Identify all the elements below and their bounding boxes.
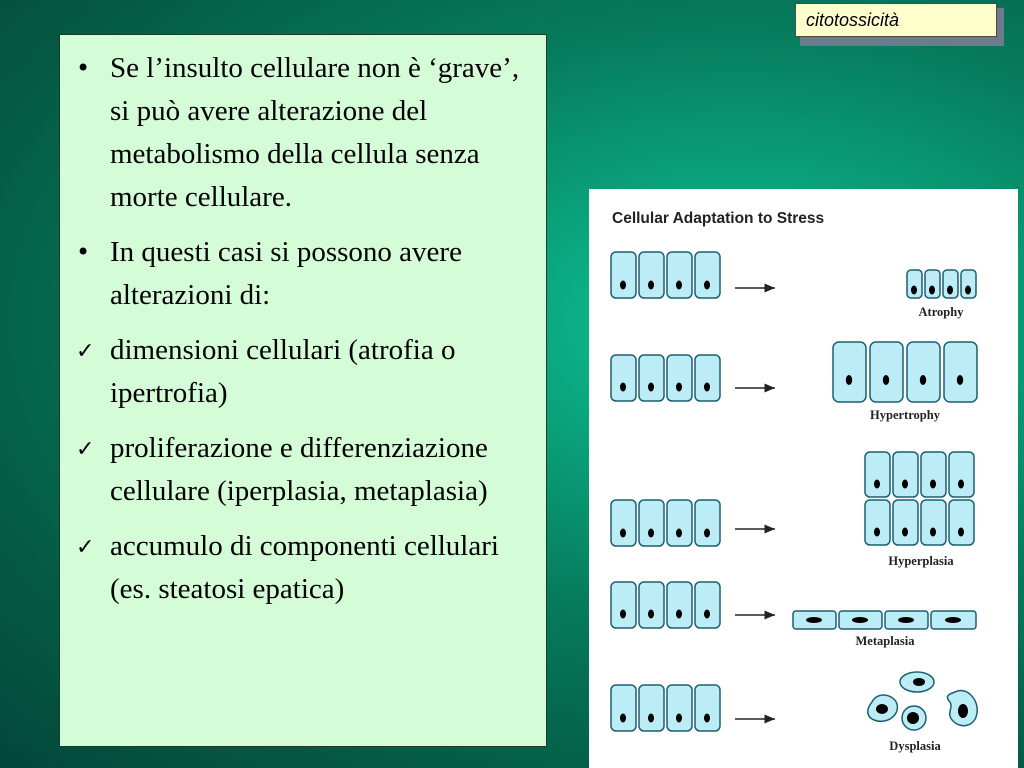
hypertrophic-cells — [833, 342, 977, 402]
check-icon: ✓ — [76, 339, 95, 364]
bullet-text: In questi casi si possono avere alterazioni di: — [110, 236, 462, 311]
normal-cells — [611, 500, 720, 546]
slide-tag: citotossicità — [795, 3, 997, 37]
label-hypertrophy: Hypertrophy — [870, 408, 940, 422]
atrophic-cells — [907, 270, 976, 298]
hyperplasia-row — [611, 452, 974, 568]
normal-cells — [611, 252, 720, 298]
adaptation-figure — [589, 189, 1018, 768]
bullet-text: dimensioni cellulari (atrofia o ipertrofia) — [110, 334, 456, 409]
bullet-item — [76, 231, 536, 317]
label-atrophy: Atrophy — [918, 305, 964, 319]
bullet-text: proliferazione e differenziazione cellulare (iperplasia, metaplasia) — [110, 432, 488, 507]
check-icon: ✓ — [76, 437, 95, 462]
check-item — [76, 525, 536, 611]
normal-cells — [611, 582, 720, 628]
text-panel — [59, 34, 547, 747]
label-dysplasia: Dysplasia — [889, 739, 941, 753]
dysplastic-cells — [868, 672, 977, 730]
hyperplastic-cells — [865, 452, 974, 545]
bullet-text: Se l’insulto cellulare non è ‘grave’, si può avere alterazione del metabolismo della cellula senza morte cellulare. — [110, 52, 520, 213]
dysplasia-row — [611, 672, 977, 753]
figure-title: Cellular Adaptation to Stress — [612, 210, 825, 227]
label-hyperplasia: Hyperplasia — [888, 554, 954, 568]
bullet-icon: • — [76, 54, 91, 82]
bullet-item — [76, 47, 536, 219]
adaptation-diagram — [589, 189, 1018, 768]
hypertrophy-row — [611, 342, 977, 422]
squamous-cells — [793, 611, 976, 629]
atrophy-row — [611, 252, 976, 319]
normal-cells — [611, 355, 720, 401]
check-item — [76, 329, 536, 415]
bullet-icon: • — [76, 238, 91, 266]
bullet-list — [60, 35, 546, 611]
normal-cells — [611, 685, 720, 731]
check-item — [76, 427, 536, 513]
check-icon: ✓ — [76, 535, 95, 560]
label-metaplasia: Metaplasia — [855, 634, 915, 648]
metaplasia-row — [611, 582, 976, 648]
bullet-text: accumulo di componenti cellulari (es. steatosi epatica) — [110, 530, 499, 605]
